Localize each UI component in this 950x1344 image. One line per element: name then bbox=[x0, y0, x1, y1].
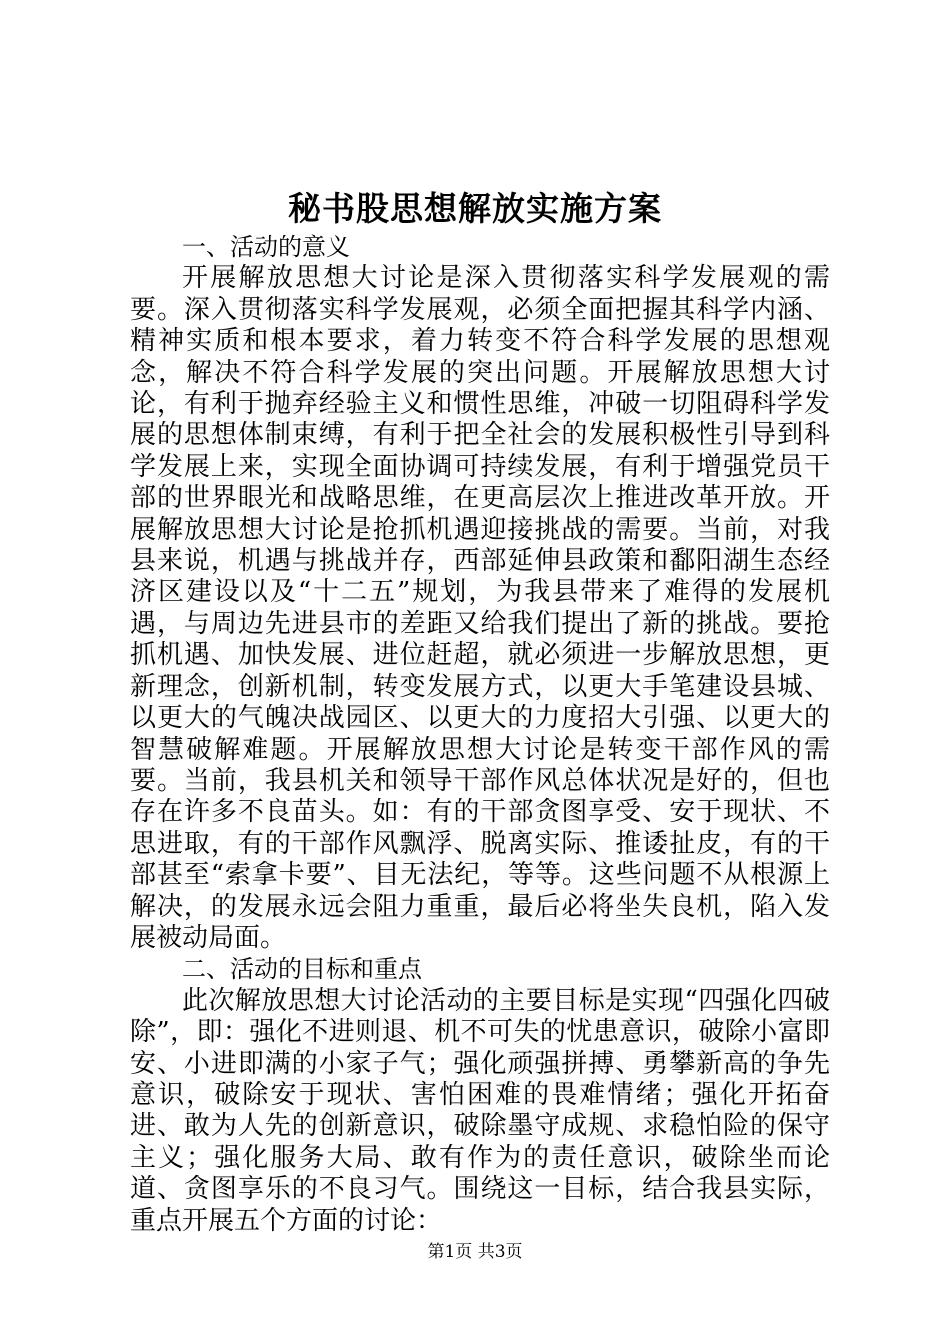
section-heading-2: 二、活动的目标和重点 bbox=[182, 955, 422, 984]
section-heading-1: 一、活动的意义 bbox=[182, 233, 350, 261]
document-body bbox=[130, 232, 830, 1237]
document-title: 秘书股思想解放实施方案 bbox=[288, 189, 662, 228]
section-paragraph-1: 开展解放思想大讨论是深入贯彻落实科学发展观的需要。深入贯彻落实科学发展观，必须全面把握其科学内涵、精神实质和根本要求，着力转变不符合科学发展的思想观念，解决不符合科学发展的突出问题。开展解放思想大讨论，有利于抛弃经验主义和惯性思维，冲破一切阻碍科学发展的思想体制束缚，有利于把全社会的发展积极性引导到科学发展上来，实现全面协调可持续发展，有利于增强党员干部的世界眼光和战略思维，在更高层次上推进改革开放。开展解放思想大讨论是抢抓机遇迎接挑战的需要。当前，对我县来说，机遇与挑战并存，西部延伸县政策和鄱阳湖生态经济区建设以及“十二五”规划，为我县带来了难得的发展机遇，与周边先进县市的差距又给我们提出了新的挑战。要抢抓机遇、加快发展、进位赶超，就必须进一步解放思想，更新理念，创新机制，转变发展方式，以更大手笔建设县城、以更大的气魄决战园区、以更大的力度招大引强、以更大的智慧破解难题。开展解放思想大讨论是转变干部作风的需要。当前，我县机关和领导干部作风总体状况是好的，但也存在许多不良苗头。如：有的干部贪图享受、安于现状、不思进取，有的干部作风飘浮、脱离实际、推诿扯皮，有的干部甚至“索拿卡要”、目无法纪，等等。这些问题不从根源上解决，的发展永远会阻力重重，最后必将坐失良机，陷入发展被动局面。 bbox=[130, 263, 830, 953]
section-paragraph-2: 此次解放思想大讨论活动的主要目标是实现“四强化四破除”，即：强化不进则退、机不可失的忧患意识，破除小富即安、小进即满的小家子气；强化顽强拼搏、勇攀新高的争先意识，破除安于现状、害怕困难的畏难情绪；强化开拓奋进、敢为人先的创新意识，破除墨守成规、求稳怕险的保守主义；强化服务大局、敢有作为的责任意识，破除坐而论道、贪图享乐的不良习气。围绕这一目标，结合我县实际，重点开展五个方面的讨论： bbox=[130, 985, 830, 1236]
page-footer: 第1页 共3页 bbox=[427, 1242, 523, 1262]
